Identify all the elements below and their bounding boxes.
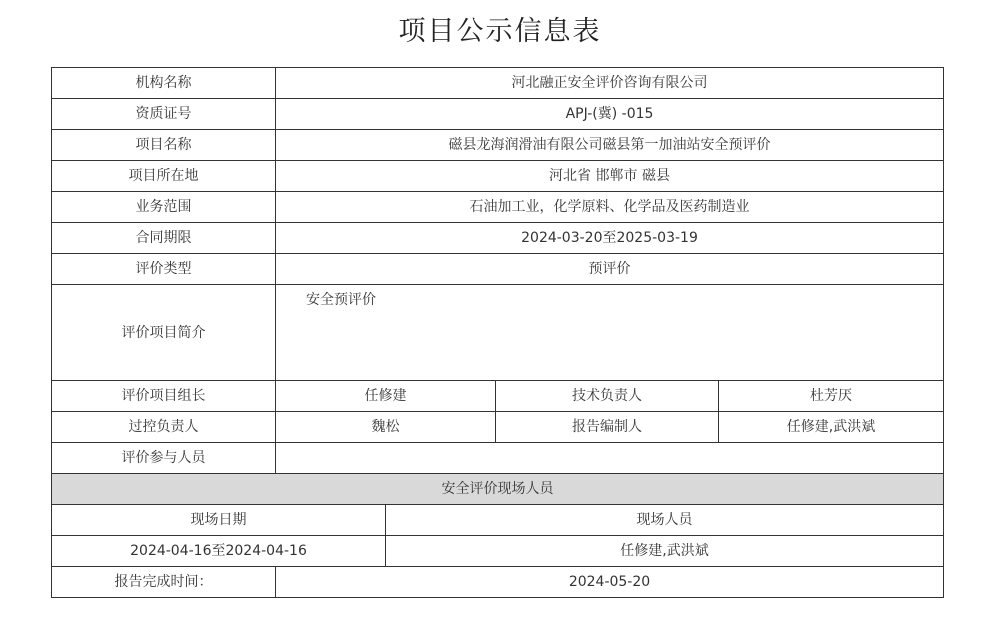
report-completion-label: 报告完成时间： xyxy=(52,567,276,598)
row-intro xyxy=(52,285,944,381)
participants-label: 评价参与人员 xyxy=(52,443,276,474)
row-qualification xyxy=(52,99,944,130)
row-location xyxy=(52,161,944,192)
row-report-completion xyxy=(52,567,944,598)
location-label: 项目所在地 xyxy=(52,161,276,192)
row-process-report xyxy=(52,412,944,443)
row-team-leader xyxy=(52,381,944,412)
row-onsite-values xyxy=(52,536,944,567)
row-contract-period xyxy=(52,223,944,254)
row-participants xyxy=(52,443,944,474)
onsite-people-value: 任修建,武洪斌 xyxy=(386,536,944,567)
leader-value: 任修建 xyxy=(276,381,496,412)
contract-period-label: 合同期限 xyxy=(52,223,276,254)
tech-label: 技术负责人 xyxy=(496,381,719,412)
project-name-value: 磁县龙海润滑油有限公司磁县第一加油站安全预评价 xyxy=(276,130,944,161)
process-label: 过控负责人 xyxy=(52,412,276,443)
report-label: 报告编制人 xyxy=(496,412,719,443)
row-onsite-header xyxy=(52,474,944,505)
org-label: 机构名称 xyxy=(52,68,276,99)
row-onsite-labels xyxy=(52,505,944,536)
eval-type-value: 预评价 xyxy=(276,254,944,285)
info-table xyxy=(51,67,944,598)
onsite-section-header: 安全评价现场人员 xyxy=(52,474,944,505)
row-eval-type xyxy=(52,254,944,285)
onsite-date-label: 现场日期 xyxy=(52,505,386,536)
row-business-scope xyxy=(52,192,944,223)
eval-type-label: 评价类型 xyxy=(52,254,276,285)
qualification-value: APJ-(冀) -015 xyxy=(276,99,944,130)
org-value: 河北融正安全评价咨询有限公司 xyxy=(276,68,944,99)
location-value: 河北省 邯郸市 磁县 xyxy=(276,161,944,192)
page-title: 项目公示信息表 xyxy=(398,16,602,47)
tech-value: 杜芳厌 xyxy=(719,381,944,412)
participants-value xyxy=(276,443,944,474)
leader-label: 评价项目组长 xyxy=(52,381,276,412)
business-scope-label: 业务范围 xyxy=(52,192,276,223)
onsite-people-label: 现场人员 xyxy=(386,505,944,536)
report-completion-value: 2024-05-20 xyxy=(276,567,944,598)
intro-value: 安全预评价 xyxy=(276,285,944,381)
contract-period-value: 2024-03-20至2025-03-19 xyxy=(276,223,944,254)
qualification-label: 资质证号 xyxy=(52,99,276,130)
row-org xyxy=(52,68,944,99)
project-name-label: 项目名称 xyxy=(52,130,276,161)
row-project-name xyxy=(52,130,944,161)
report-value: 任修建,武洪斌 xyxy=(719,412,944,443)
intro-label: 评价项目简介 xyxy=(52,285,276,381)
process-value: 魏松 xyxy=(276,412,496,443)
business-scope-value: 石油加工业，化学原料、化学品及医药制造业 xyxy=(276,192,944,223)
onsite-date-value: 2024-04-16至2024-04-16 xyxy=(52,536,386,567)
